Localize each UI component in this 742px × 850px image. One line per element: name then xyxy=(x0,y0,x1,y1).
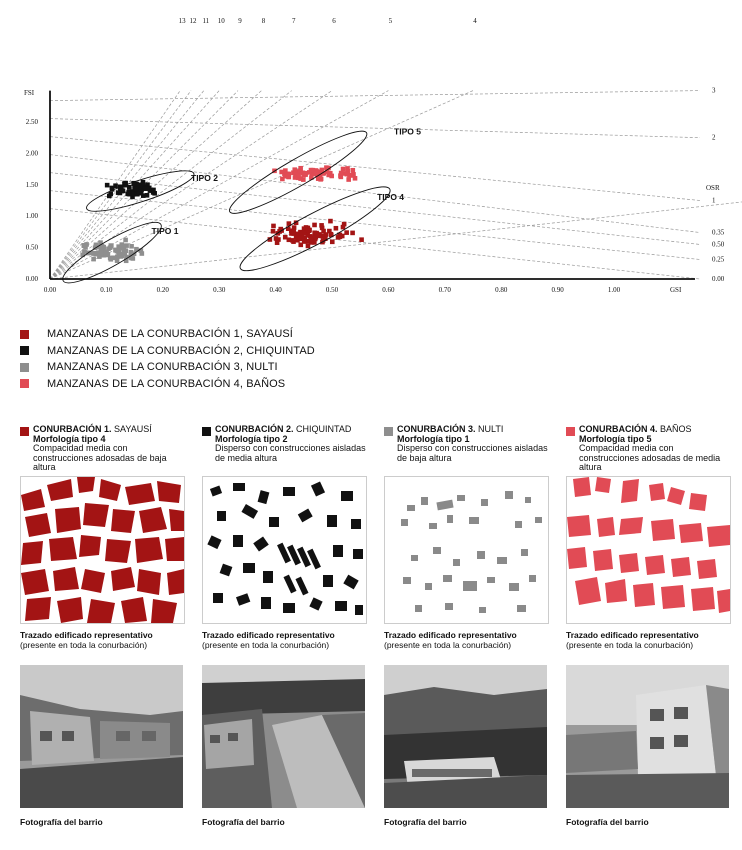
layer-line xyxy=(50,91,332,279)
data-point xyxy=(121,244,126,249)
column-title: CONURBACIÓN 4. xyxy=(579,424,658,434)
legend-label: MANZANAS DE LA CONURBACIÓN 2, CHIQUINTAD xyxy=(47,344,315,357)
data-point xyxy=(145,186,150,191)
data-point xyxy=(286,174,291,179)
data-point xyxy=(118,254,123,259)
map-caption: Trazado edificado representativo xyxy=(384,630,517,640)
color-swatch xyxy=(566,427,575,436)
osr-line xyxy=(50,119,700,138)
data-point xyxy=(319,223,324,228)
color-swatch xyxy=(384,427,393,436)
map-caption-note: (presente en toda la conurbación) xyxy=(566,640,694,650)
data-point xyxy=(283,235,288,240)
data-point xyxy=(306,228,311,233)
data-point xyxy=(349,173,354,178)
building-footprint-map xyxy=(202,476,367,624)
building-footprint-map xyxy=(566,476,731,624)
osr-label: 0.35 xyxy=(712,228,725,237)
column-title: CONURBACIÓN 1. xyxy=(33,424,112,434)
data-point xyxy=(107,194,112,199)
legend xyxy=(20,326,315,392)
color-swatch xyxy=(20,427,29,436)
conurbation-column-3 xyxy=(384,424,549,827)
layer-line xyxy=(50,91,742,279)
data-point xyxy=(145,193,150,198)
x-tick-label: 0.60 xyxy=(382,286,395,294)
data-point xyxy=(276,237,281,242)
morphology-description: Compacidad media con construcciones adosadas de baja altura xyxy=(33,443,167,473)
column-title-name: SAYAUSÍ xyxy=(111,424,152,434)
y-axis-label: FSI xyxy=(24,89,35,97)
osr-line xyxy=(50,137,700,201)
data-point xyxy=(151,188,156,193)
layer-label: 9 xyxy=(238,17,242,25)
morphology-description: Compacidad media con construcciones adosadas de media altura xyxy=(579,443,721,473)
legend-label: MANZANAS DE LA CONURBACIÓN 3, NULTI xyxy=(47,361,278,374)
column-title-name: NULTI xyxy=(475,424,504,434)
x-tick-label: 0.30 xyxy=(213,286,226,294)
data-point xyxy=(328,219,333,224)
gridlines xyxy=(50,91,742,279)
layer-label: 5 xyxy=(388,17,393,25)
y-tick-label: 0.00 xyxy=(25,275,38,283)
osr-axis-label: OSR xyxy=(706,184,720,192)
osr-label: 3 xyxy=(712,86,716,95)
data-point xyxy=(350,231,355,236)
data-point xyxy=(341,225,346,230)
data-point xyxy=(298,169,303,174)
y-tick-label: 0.50 xyxy=(25,243,38,252)
layer-line xyxy=(50,91,262,279)
x-tick-label: 0.80 xyxy=(495,286,508,294)
data-point xyxy=(108,256,113,261)
legend-swatch xyxy=(20,379,29,388)
data-point xyxy=(99,247,104,252)
conurbation-column-2 xyxy=(202,424,367,827)
data-point xyxy=(314,171,319,176)
legend-item xyxy=(20,376,315,393)
data-point xyxy=(289,231,294,236)
data-point xyxy=(312,223,317,228)
legend-swatch xyxy=(20,363,29,372)
data-point xyxy=(127,185,132,190)
building-footprint-map xyxy=(20,476,185,624)
data-point xyxy=(105,183,110,188)
spacemate-chart xyxy=(0,0,742,300)
column-title: CONURBACIÓN 3. xyxy=(397,424,476,434)
data-point xyxy=(359,237,364,242)
map-caption-note: (presente en toda la conurbación) xyxy=(384,640,512,650)
x-tick-label: 0.00 xyxy=(43,286,57,294)
neighborhood-photo xyxy=(202,665,365,808)
data-point xyxy=(123,238,128,243)
data-point xyxy=(336,235,341,240)
type-label: TIPO 5 xyxy=(394,126,421,137)
osr-line xyxy=(50,91,700,101)
data-point xyxy=(341,167,346,172)
neighborhood-photo xyxy=(384,665,547,808)
data-point xyxy=(82,243,87,248)
legend-swatch xyxy=(20,346,29,355)
layer-label: 13 xyxy=(178,17,186,25)
morphology-description: Disperso con construcciones aisladas de media altura xyxy=(215,443,366,463)
data-point xyxy=(303,171,308,176)
color-swatch xyxy=(202,427,211,436)
neighborhood-photo xyxy=(566,665,729,808)
column-header xyxy=(566,425,731,473)
column-header xyxy=(384,425,549,463)
data-point xyxy=(294,235,299,240)
x-tick-label: 0.40 xyxy=(269,286,282,294)
morphology-type: Morfología tipo 1 xyxy=(397,433,470,444)
data-point xyxy=(271,224,276,229)
legend-item xyxy=(20,359,315,376)
column-header xyxy=(202,425,367,463)
data-point xyxy=(344,172,349,177)
morphology-description: Disperso con construcciones aisladas de baja altura xyxy=(397,443,548,463)
conurbation-column-4 xyxy=(566,424,731,827)
data-point xyxy=(91,257,96,262)
osr-label: 0.50 xyxy=(712,240,725,249)
data-point xyxy=(126,190,131,195)
morphology-type: Morfología tipo 4 xyxy=(33,433,106,444)
data-point xyxy=(292,225,297,230)
morphology-type: Morfología tipo 2 xyxy=(215,433,288,444)
map-caption: Trazado edificado representativo xyxy=(566,630,699,640)
data-point xyxy=(334,226,339,231)
layer-label: 4 xyxy=(473,17,477,25)
data-point xyxy=(134,187,139,192)
legend-swatch xyxy=(20,330,29,339)
legend-label: MANZANAS DE LA CONURBACIÓN 1, SAYAUSÍ xyxy=(47,328,293,341)
x-tick-label: 1.00 xyxy=(607,286,621,294)
layer-label: 10 xyxy=(217,17,225,25)
x-tick-label: 0.90 xyxy=(551,286,564,294)
data-point xyxy=(330,240,335,245)
data-point xyxy=(346,177,351,182)
map-caption: Trazado edificado representativo xyxy=(20,630,153,640)
data-point xyxy=(141,180,146,185)
photo-caption: Fotografía del barrio xyxy=(202,817,285,827)
data-point xyxy=(119,189,124,194)
type-label: TIPO 2 xyxy=(191,173,218,184)
data-point xyxy=(339,171,344,176)
neighborhood-photo xyxy=(20,665,183,808)
legend-label: MANZANAS DE LA CONURBACIÓN 4, BAÑOS xyxy=(47,377,286,390)
data-point xyxy=(82,249,87,254)
y-tick-label: 2.50 xyxy=(25,118,38,126)
column-title: CONURBACIÓN 2. xyxy=(215,424,294,434)
y-tick-label: 2.00 xyxy=(25,149,38,158)
x-tick-label: 0.70 xyxy=(438,286,451,294)
data-point xyxy=(283,168,288,173)
data-point xyxy=(116,249,121,254)
data-point xyxy=(124,248,129,253)
column-header xyxy=(20,425,185,473)
osr-label: 0.00 xyxy=(712,275,725,283)
map-caption-note: (presente en toda la conurbación) xyxy=(202,640,330,650)
morphology-type: Morfología tipo 5 xyxy=(579,433,652,444)
data-point xyxy=(305,239,310,244)
data-point xyxy=(97,254,102,259)
column-title-name: BAÑOS xyxy=(657,424,692,434)
data-point xyxy=(318,177,323,182)
data-point xyxy=(344,230,349,235)
map-caption-note: (presente en toda la conurbación) xyxy=(20,640,148,650)
osr-label: 2 xyxy=(712,133,716,142)
data-point xyxy=(131,256,136,261)
photo-caption: Fotografía del barrio xyxy=(566,817,649,827)
layer-label: 12 xyxy=(189,17,197,25)
data-point xyxy=(116,244,121,249)
layer-label: 8 xyxy=(261,17,266,25)
data-point xyxy=(329,174,334,179)
osr-label: 1 xyxy=(712,196,716,205)
building-footprint-map xyxy=(384,476,549,624)
y-tick-label: 1.50 xyxy=(25,180,38,189)
type-ellipses xyxy=(57,121,421,291)
data-point xyxy=(340,234,345,239)
layer-label: 6 xyxy=(332,17,336,25)
map-caption: Trazado edificado representativo xyxy=(202,630,335,640)
x-tick-label: 0.20 xyxy=(156,286,169,294)
type-label: TIPO 4 xyxy=(377,191,405,202)
data-point xyxy=(309,238,314,243)
data-point xyxy=(314,232,319,237)
type-ellipse xyxy=(233,176,397,282)
legend-item xyxy=(20,343,315,360)
x-axis-label: GSI xyxy=(670,286,682,294)
osr-label: 0.25 xyxy=(712,255,725,264)
y-tick-label: 1.00 xyxy=(25,212,38,221)
data-point xyxy=(129,244,134,249)
data-point xyxy=(92,251,97,256)
data-point xyxy=(292,167,297,172)
layer-label: 7 xyxy=(291,17,296,25)
legend-item xyxy=(20,326,315,343)
data-point xyxy=(298,243,303,248)
x-tick-label: 0.10 xyxy=(100,286,113,294)
layer-label: 11 xyxy=(202,17,210,25)
conurbation-column-1 xyxy=(20,424,185,827)
photo-caption: Fotografía del barrio xyxy=(384,817,467,827)
data-point xyxy=(109,244,114,249)
data-point xyxy=(327,229,332,234)
data-point xyxy=(271,229,276,234)
type-label: TIPO 1 xyxy=(151,225,179,236)
photo-caption: Fotografía del barrio xyxy=(20,817,103,827)
data-point xyxy=(350,168,355,173)
x-tick-label: 0.50 xyxy=(325,286,339,294)
column-title-name: CHIQUINTAD xyxy=(293,424,352,434)
